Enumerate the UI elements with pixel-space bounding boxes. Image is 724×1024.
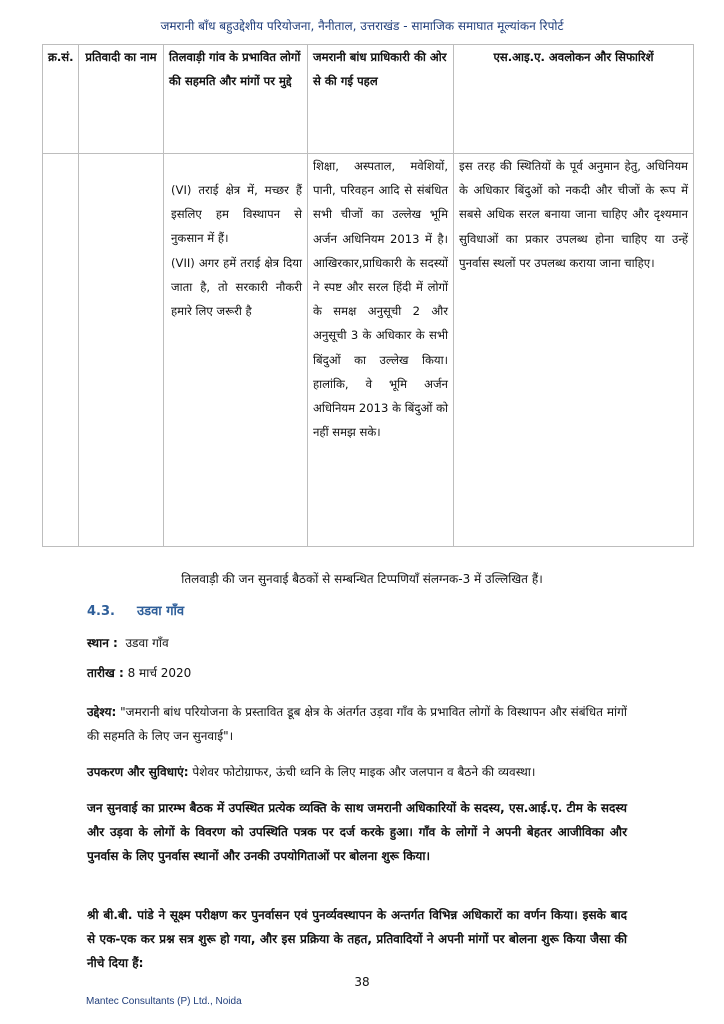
date-label: तारीख : xyxy=(87,666,124,680)
annexure-note: तिलवाड़ी की जन सुनवाई बैठकों से सम्बन्धित टिप्पणियाँ संलग्नक-3 में उल्लिखित हैं। xyxy=(181,572,543,586)
place-label: स्थान : xyxy=(87,636,118,650)
equipment-label: उपकरण और सुविधाएं: xyxy=(87,765,189,779)
footer-company: Mantec Consultants (P) Ltd., Noida xyxy=(86,996,242,1007)
issue-item-7: (VII) अगर हमें तराई क्षेत्र दिया जाता है, तो सरकारी नौकरी हमारे लिए जरूरी है xyxy=(171,255,302,319)
place-line xyxy=(87,631,627,655)
table-row xyxy=(43,154,694,547)
rights-description-paragraph: श्री बी.बी. पांडे ने सूक्ष्म परीक्षण कर पुनर्वासन एवं पुनर्व्यवस्थापन के अन्तर्गत विभिन्न अधिकारों का वर्णन किया। इसके बाद से एक-एक कर प्रश्न सत्र शुरू हो गया, और इस प्रक्रिया के तहत, प्रतिवादियों ने अपनी मांगों पर बोलना शुरू किया जैसा की नीचे दिया हैं: xyxy=(87,908,627,970)
equipment-paragraph xyxy=(87,760,627,784)
issue-item-6: (VI) तराई क्षेत्र में, मच्छर हैं इसलिए हम विस्थापन से नुकसान में हैं। xyxy=(171,183,302,246)
header-issues: तिलवाड़ी गांव के प्रभावित लोगों की सहमति और मांगों पर मुद्दे xyxy=(164,45,308,154)
objective-label: उद्देश्य: xyxy=(87,705,117,719)
page-number: 38 xyxy=(354,975,370,989)
consent-demands-table xyxy=(42,44,694,547)
header-sia-recommendations: एस.आइ.ए. अवलोकन और सिफारिशें xyxy=(454,45,694,154)
date-line xyxy=(87,661,627,685)
table-header-row xyxy=(43,45,694,154)
place-value: उडवा गाँव xyxy=(125,636,169,650)
cell-respondent-name xyxy=(79,154,164,547)
objective-paragraph xyxy=(87,700,627,748)
equipment-value: पेशेवर फोटोग्राफर, ऊंची ध्वनि के लिए माइक और जलपान व बैठने की व्यवस्था। xyxy=(192,765,536,779)
cell-sia-recommendations: इस तरह की स्थितियों के पूर्व अनुमान हेतु, अधिनियम के अधिकार बिंदुओं को नकदी और चीजों के रूप में सबसे अधिक सरल बनाया जाना चाहिए और दृश्यमान सुविधाओं का प्रकार उपलब्ध होना चाहिए या उन्हें पुनर्वास स्थलों पर उपलब्ध कराया जाना चाहिए। xyxy=(454,154,694,547)
section-title: उडवा गाँव xyxy=(137,604,185,619)
cell-authority-initiative: शिक्षा, अस्पताल, मवेशियों, पानी, परिवहन आदि से संबंधित सभी चीजों का उल्लेख भूमि अर्जन अधिनियम 2013 में है। आखिरकार,प्राधिकारी के सदस्यों ने स्पष्ट और सरल हिंदी में लोगों के समक्ष अनुसूची 2 और अनुसूची 3 के अधिकार के सभी बिंदुओं का उल्लेख किया। हालांकि, वे भूमि अर्जन अधिनियम 2013 के बिंदुओं को नहीं समझ सके। xyxy=(308,154,454,547)
section-number: 4.3. xyxy=(87,604,115,619)
objective-value: "जमरानी बांध परियोजना के प्रस्तावित डूब क्षेत्र के अंतर्गत उड़वा गाँव के प्रभावित लोगों के विस्थापन और संबंधित मांगों की सहमति के लिए जन सुनवाई"। xyxy=(87,705,627,743)
page-header: जमरानी बाँध बहुउद्देशीय परियोजना, नैनीताल, उत्तराखंड - सामाजिक समाघात मूल्यांकन रिपोर्ट xyxy=(160,19,564,33)
cell-issues xyxy=(164,154,308,547)
hearing-start-paragraph: जन सुनवाई का प्रारम्भ बैठक में उपस्थित प्रत्येक व्यक्ति के साथ जमरानी अधिकारियों के सदस्य, एस.आई.ए. टीम के सदस्य और उड़वा के लोगों के विवरण को उपस्थिति पत्रक पर दर्ज करके हुआ। गाँव के लोगों ने अपनी बेहतर आजीविका और पुनर्वास के लिए पुनर्वास स्थानों और उनकी उपयोगिताओं पर बोलना शुरू किया। xyxy=(87,801,627,863)
cell-serial-number xyxy=(43,154,79,547)
header-authority-initiative: जमरानी बांध प्राधिकारी की ओर से की गई पहल xyxy=(308,45,454,154)
header-serial-number: क्र.सं. xyxy=(43,45,79,154)
section-heading xyxy=(87,601,184,619)
date-value: 8 मार्च 2020 xyxy=(127,666,192,680)
header-respondent-name: प्रतिवादी का नाम xyxy=(79,45,164,154)
